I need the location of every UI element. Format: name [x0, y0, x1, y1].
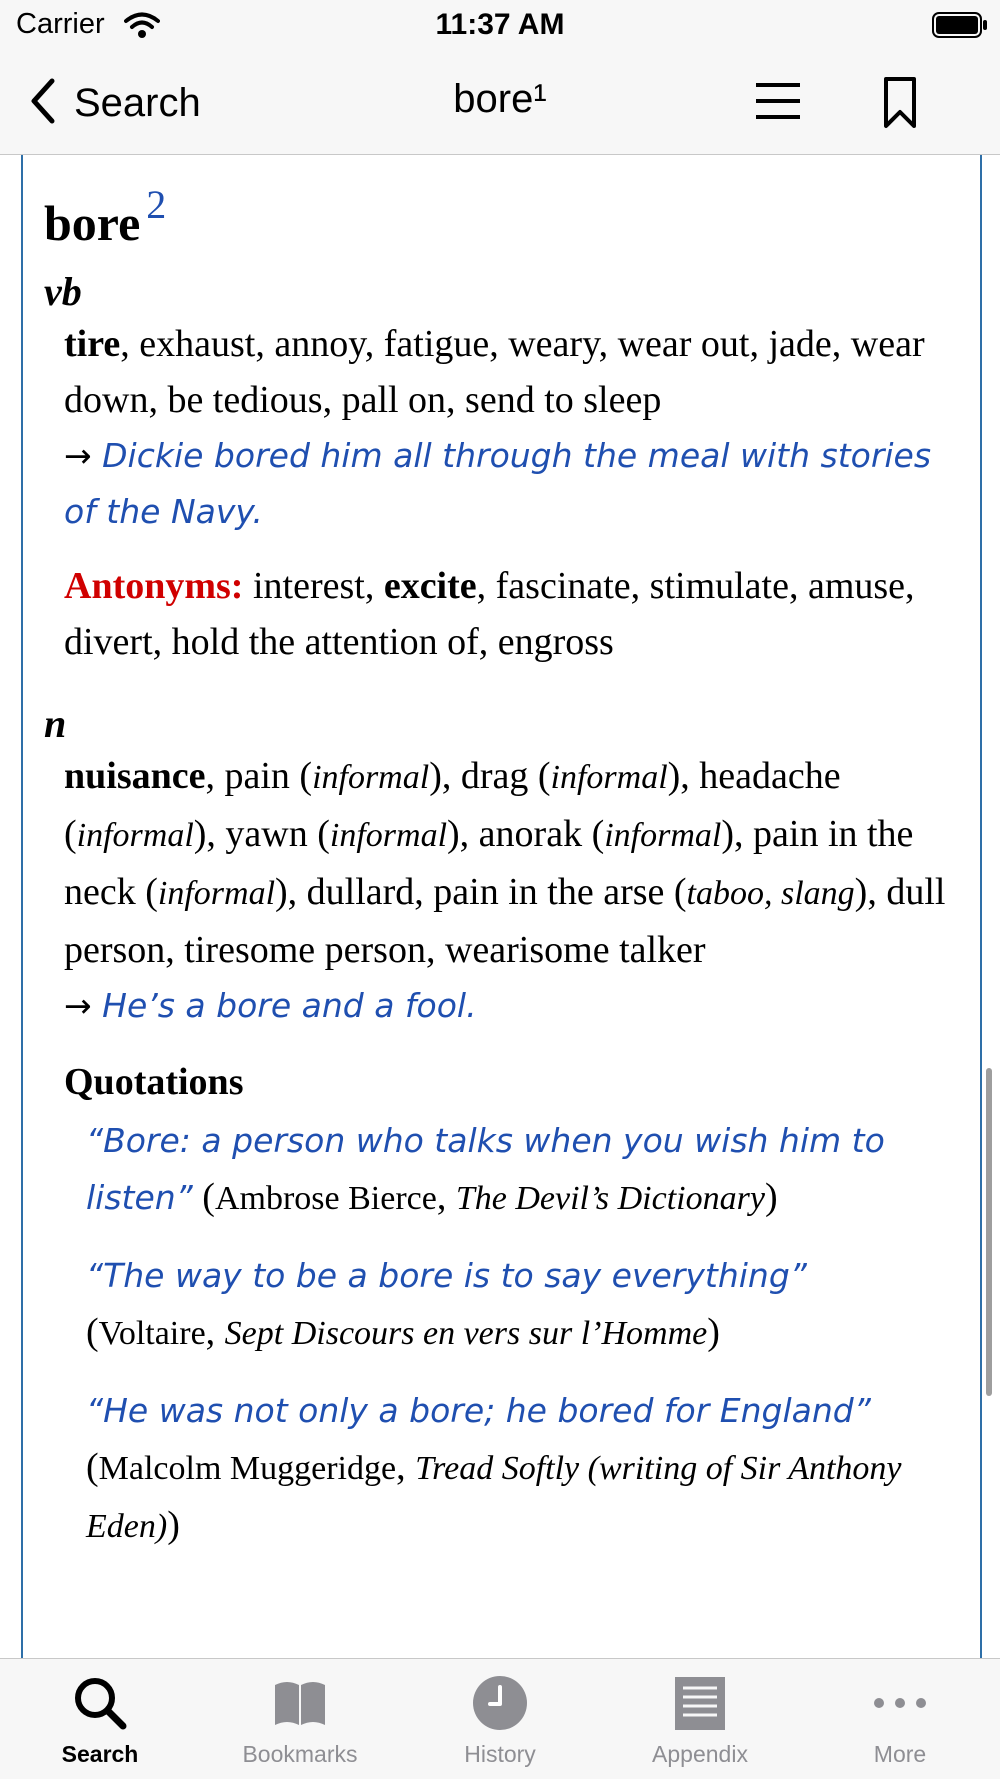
status-time: 11:37 AM [435, 8, 565, 41]
quotation-author: Ambrose Bierce [214, 1180, 437, 1217]
register-label: informal [76, 817, 194, 854]
register-label: informal [157, 875, 276, 912]
verb-example-text: Dickie bored him all through the meal with stories of the Navy. [64, 436, 932, 531]
noun-text-4: ), yawn ( [193, 813, 330, 855]
quotation: “He was not only a bore; he bored for England” (Malcolm Muggeridge, Tread Softly (writing of Sir Anthony Eden)) [86, 1391, 902, 1546]
noun-synonyms [44, 748, 962, 978]
headword [44, 182, 962, 251]
quotation-work: The Devil’s Dictionary [455, 1180, 765, 1217]
carrier-label: Carrier [16, 8, 105, 40]
antonyms [44, 558, 962, 670]
quotation-author: Malcolm Muggeridge [98, 1450, 397, 1487]
verb-example [44, 428, 962, 540]
quotations-heading: Quotations [64, 1061, 244, 1103]
back-button[interactable] [28, 76, 201, 130]
noun-example-text: He’s a bore and a fool. [102, 986, 477, 1025]
register-label: informal [329, 817, 448, 854]
antonyms-part-1: interest, [243, 565, 384, 607]
vertical-scrollbar[interactable] [986, 1068, 992, 1396]
tab-bookmarks[interactable] [200, 1659, 400, 1779]
tab-appendix[interactable] [600, 1659, 800, 1779]
battery-icon [932, 12, 988, 43]
arrow-icon: → [64, 436, 103, 475]
tab-more[interactable] [800, 1659, 1000, 1779]
arrow-icon: → [64, 986, 103, 1025]
part-of-speech-noun: n [44, 701, 67, 746]
noun-lead-synonym: nuisance [64, 755, 206, 797]
antonyms-part-2: , fascinate, stimulate, amuse, divert, hold the attention of, engross [64, 565, 915, 663]
noun-text-2: ), drag ( [429, 755, 551, 797]
status-bar [0, 0, 1000, 52]
headword-text: bore [44, 195, 141, 251]
noun-text-6: ), pain in the neck ( [64, 813, 914, 913]
noun-text-5: ), anorak ( [447, 813, 605, 855]
noun-text-3: ), headache ( [64, 755, 841, 855]
verb-synonym-list: , exhaust, annoy, fatigue, weary, wear out, jade, wear down, be tedious, pall on, send to sleep [64, 323, 925, 421]
page-title: bore¹ [453, 77, 547, 121]
entry-content[interactable] [21, 155, 982, 1658]
tab-history[interactable] [400, 1659, 600, 1779]
antonyms-bold: excite [383, 565, 477, 607]
register-label: informal [604, 817, 722, 854]
navigation-bar [0, 52, 1000, 155]
tab-label: Appendix [652, 1741, 748, 1767]
hamburger-menu-icon[interactable] [754, 79, 802, 128]
chevron-left-icon [28, 77, 56, 130]
tab-label: History [464, 1741, 536, 1767]
noun-text-8: ), dull person, tiresome person, wearisome talker [64, 871, 946, 971]
quotation: “Bore: a person who talks when you wish him to listen” (Ambrose Bierce, The Devil’s Dictionary) [86, 1121, 885, 1218]
quotation-text: “The way to be a bore is to say everything” [86, 1256, 807, 1295]
quotation-work: Tread Softly (writing of Sir Anthony Eden) [86, 1450, 902, 1545]
quotation: “The way to be a bore is to say everything” (Voltaire, Sept Discours en vers sur l’Homme) [86, 1256, 807, 1353]
tab-label: More [873, 1741, 927, 1767]
antonyms-label: Antonyms: [64, 565, 244, 607]
quotation-text: “He was not only a bore; he bored for England” [86, 1391, 871, 1430]
verb-synonyms [44, 316, 962, 428]
noun-example [44, 978, 962, 1034]
quotation-work: Sept Discours en vers sur l’Homme [224, 1315, 708, 1352]
tab-bar [0, 1658, 1000, 1779]
tab-label: Bookmarks [242, 1741, 358, 1767]
tab-label: Search [61, 1741, 139, 1767]
back-button-label: Search [74, 80, 201, 125]
register-label: informal [312, 759, 430, 796]
quotation-text: “Bore: a person who talks when you wish him to listen” [86, 1121, 885, 1217]
noun-text-7: ), dullard, pain in the arse ( [275, 871, 687, 913]
quotation-author: Voltaire [98, 1315, 206, 1352]
dictionary-entry [44, 182, 962, 1555]
homograph-number: 2 [146, 182, 167, 227]
tab-search[interactable] [0, 1659, 200, 1779]
register-label: informal [550, 759, 668, 796]
bookmark-icon[interactable] [882, 76, 918, 135]
noun-text-1: , pain ( [205, 755, 313, 797]
verb-lead-synonym: tire [64, 323, 121, 365]
register-label: taboo, slang [686, 875, 855, 912]
part-of-speech-verb: vb [44, 269, 82, 314]
